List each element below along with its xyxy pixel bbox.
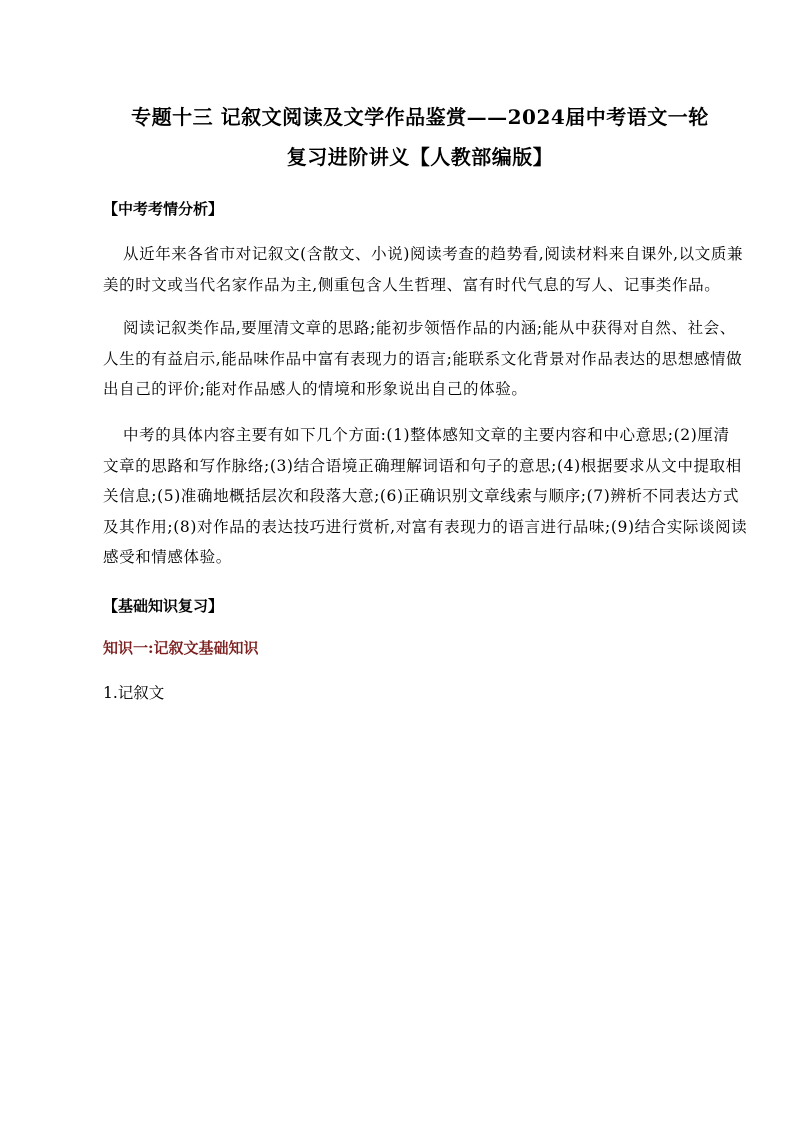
paragraph-exam-content [103,420,748,573]
paragraph-line: 美的时文或当代名家作品为主,侧重包含人生哲理、富有时代气息的写人、记事类作品。 [103,275,721,294]
section-heading-exam-analysis: 【中考考情分析】 [103,200,224,218]
paragraph-line: 中考的具体内容主要有如下几个方面:(1)整体感知文章的主要内容和中心意思;(2)厘清 [123,426,730,444]
paragraph-requirements [103,313,743,405]
paragraph-line: 及其作用;(8)对作品的表达技巧进行赏析,对富有表现力的语言进行品味;(9)结合实际谈阅读 [103,517,748,536]
paragraph-line: 关信息;(5)准确地概括层次和段落大意;(6)正确识别文章线索与顺序;(7)辨析不同表达方式 [103,487,740,505]
paragraph-line: 感受和情感体验。 [103,548,232,566]
paragraph-line: 文章的思路和写作脉络;(3)结合语境正确理解词语和句子的意思;(4)根据要求从文中提取相 [103,456,742,475]
section-heading-basic-review: 【基础知识复习】 [103,597,224,615]
paragraph-line: 出自己的评价;能对作品感人的情境和形象说出自己的体验。 [103,380,528,398]
list-item-narrative: 1.记叙文 [103,684,165,702]
document-title-line-2: 复习进阶讲义【人教部编版】 [286,145,554,169]
paragraph-line: 从近年来各省市对记叙文(含散文、小说)阅读考查的趋势看,阅读材料来自课外,以文质兼 [123,245,744,263]
knowledge-heading-1: 知识一:记叙文基础知识 [103,639,259,657]
document-title-line-1: 专题十三 记叙文阅读及文学作品鉴赏——2024届中考语文一轮 [131,105,709,129]
paragraph-line: 人生的有益启示,能品味作品中富有表现力的语言;能联系文化背景对作品表达的思想感情做 [103,349,743,368]
paragraph-trend [103,239,744,300]
paragraph-line: 阅读记叙类作品,要厘清文章的思路;能初步领悟作品的内涵;能从中获得对自然、社会、 [123,319,736,337]
